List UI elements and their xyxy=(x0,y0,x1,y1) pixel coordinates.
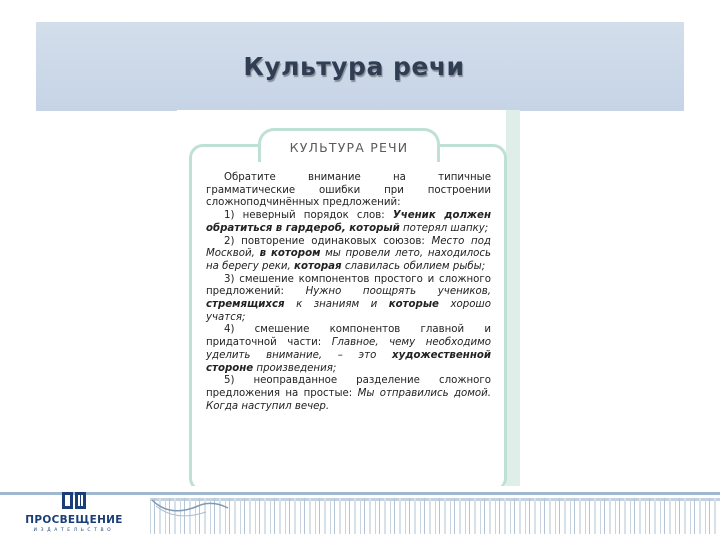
culture-box-text xyxy=(206,172,491,413)
rule-item-2 xyxy=(206,236,491,274)
culture-box-tab xyxy=(258,128,440,162)
rule-3-lead: 3) смешение компонентов простого и сложного предложений: xyxy=(206,273,491,298)
rule-2-example-d: которая xyxy=(294,260,342,272)
publisher-subtitle: ИЗДАТЕЛЬСТВО xyxy=(33,528,115,533)
rule-2-lead: 2) повторение одинаковых союзов: xyxy=(224,235,432,247)
rule-3-example-a: Нужно поощрять учеников, xyxy=(305,286,491,298)
rule-2-example-e: славилась обилием рыбы; xyxy=(341,260,486,272)
rule-2-example-c: мы провели лето, находилось на берегу реки, xyxy=(206,248,491,272)
rule-item-1 xyxy=(206,210,491,235)
rule-1-example-c: потерял шапку; xyxy=(399,222,489,234)
rule-1-lead: 1) неверный порядок слов: xyxy=(224,210,393,222)
rule-5-example-a: Мы отправились домой. Когда наступил вечер. xyxy=(206,387,492,412)
rule-2-example-b: в котором xyxy=(259,248,321,260)
rule-item-4 xyxy=(206,324,491,375)
rule-1-example-b: который xyxy=(349,222,400,234)
rule-4-example-c: произведения; xyxy=(253,362,337,374)
title-banner xyxy=(36,22,684,111)
rule-4-example-a: Главное, чему необходимо уделить внимание, – это xyxy=(206,337,491,361)
rule-2-example-a: Место под Москвой, xyxy=(206,235,491,260)
rule-3-example-d: которые xyxy=(388,299,439,311)
rule-3-example-b: стремящихся xyxy=(206,299,285,311)
publisher-name: ПРОСВЕЩЕНИЕ xyxy=(25,514,123,526)
rule-3-example-c: к знаниям и xyxy=(284,299,389,311)
page-edge-stripe xyxy=(506,110,520,502)
rule-item-5 xyxy=(206,375,491,413)
rule-5-lead: 5) неоправданное разделение сложного предложения на простые: xyxy=(206,375,491,399)
rule-4-example-b: художественной стороне xyxy=(206,349,491,374)
footer-swoosh-icon xyxy=(150,492,230,522)
culture-box-heading: КУЛЬТУРА РЕЧИ xyxy=(289,140,409,155)
publisher-logo xyxy=(12,490,136,536)
rule-item-3 xyxy=(206,274,491,325)
slide-title: Культура речи xyxy=(243,52,465,81)
footer-vertical-lines xyxy=(150,498,720,534)
book-emblem-icon xyxy=(60,490,88,512)
rule-3-example-e: хорошо учатся; xyxy=(206,299,491,323)
rule-4-lead: 4) смешение компонентов главной и придаточной части: xyxy=(206,324,491,349)
intro-paragraph: Обратите внимание на типичные грамматические ошибки при построении сложноподчинённых предложений: xyxy=(206,172,491,209)
rule-1-example-a: Ученик должен обратиться в гардероб, xyxy=(206,210,492,234)
